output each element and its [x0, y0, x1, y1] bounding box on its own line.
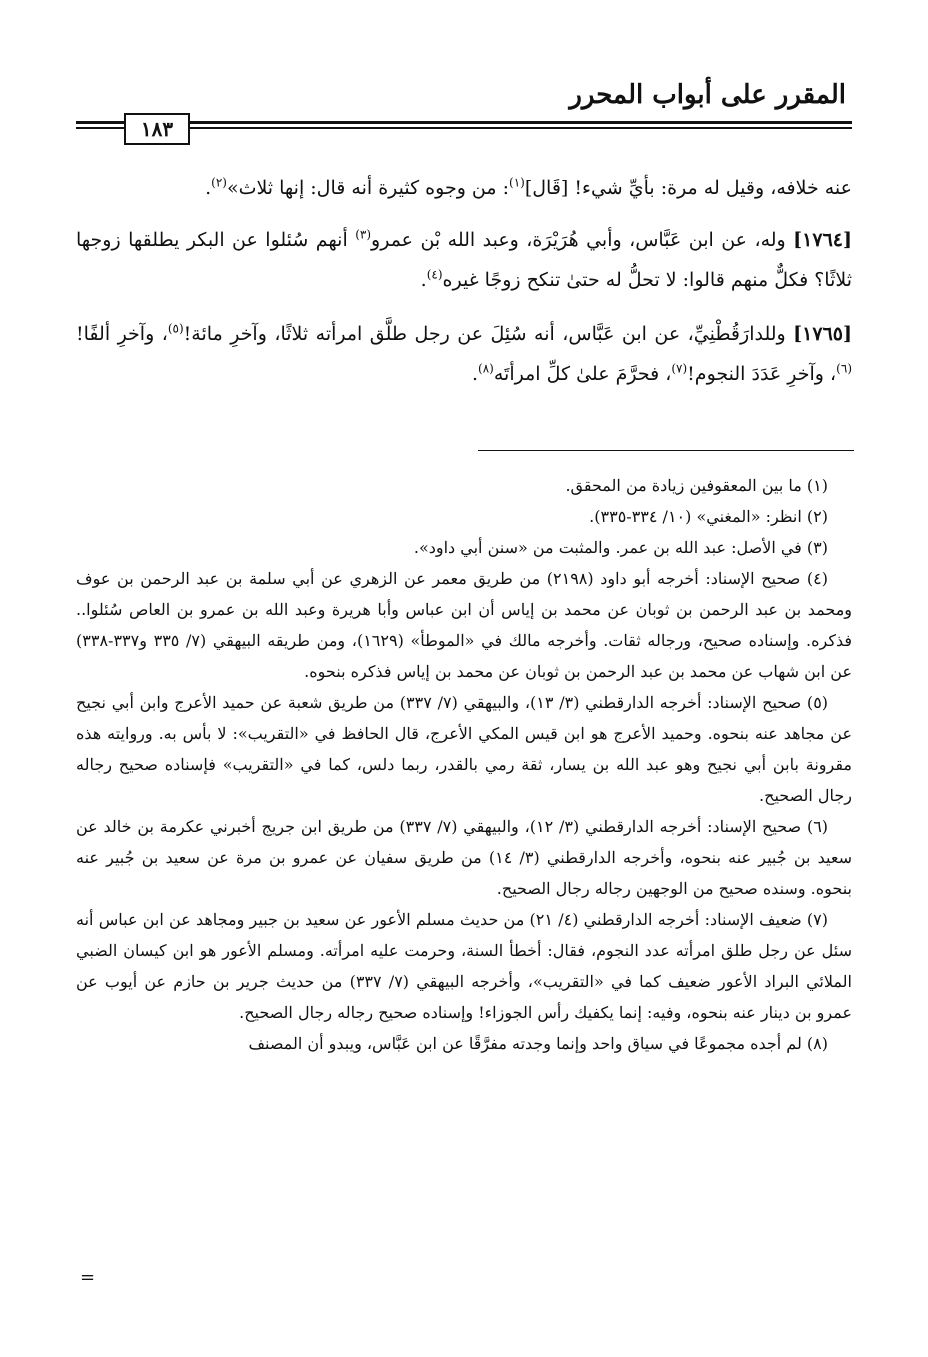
continuation-mark: = — [80, 1267, 96, 1288]
text: عنه خلافه، وقيل له مرة: بأيِّ شيء! [قَال] — [524, 177, 852, 199]
header-rule — [76, 121, 852, 124]
text: وله، عن ابن عَبَّاس، وأبي هُرَيْرَة، وعبد الله بْن عمرو — [371, 229, 794, 251]
footnote-2: (٢) انظر: «المغني» (١٠/ ٣٣٤-٣٣٥). — [589, 507, 828, 526]
paragraph-1764 — [76, 220, 852, 300]
footnote-6: (٦) صحيح الإسناد: أخرجه الدارقطني (٣/ ١٢)، والبيهقي (٧/ ٣٣٧) من طريق ابن جريج أخبرني عكرمة بن خالد عن سعيد بن جُبير عنه بنحوه، وأخرجه الدارقطني (٣/ ١٤) من طريق سفيان عن عمرو بن مرة عن سعيد بن جُبير عنه بنحوه. وسنده صحيح من الوجهين رجاله رجال الصحيح. — [76, 817, 852, 898]
hadith-number: [١٧٦٤] — [793, 229, 852, 251]
footnote-separator — [478, 450, 854, 451]
footnote-ref: (٧) — [671, 361, 688, 376]
hadith-number: [١٧٦٥] — [793, 323, 852, 345]
page-number: ١٨٣ — [124, 113, 190, 145]
text: ، وآخرِ عَدَدَ النجوم! — [687, 363, 837, 385]
paragraph-continuation — [76, 168, 852, 208]
text: ، فحرَّمَ علىٰ كلِّ امرأتَه — [493, 363, 672, 385]
text: ، وآخرِ ألفًا! — [76, 323, 168, 345]
header-rule-left — [76, 127, 124, 129]
text: . — [471, 363, 479, 385]
footnote-7: (٧) ضعيف الإسناد: أخرجه الدارقطني (٤/ ٢١) من حديث مسلم الأعور عن سعيد بن جبير ومجاهد عن ابن عباس أنه سئل عن رجل طلق امرأته عدد النجوم، فقال: أخطأ السنة، وحرمت عليه امرأته. ومسلم الأعور هو ابن كيسان الضبي الملائي البراد الأعور ضعيف كما في «التقريب»، وأخرجه البيهقي (٧/ ٣٣٧) من حديث جرير بن حازم عن أيوب عن عمرو بن دينار عنه بنحوه، وفيه: إنما يكفيك رأس الجوزاء! وإسناده صحيح رجاله رجال الصحيح. — [76, 910, 853, 1022]
footnote-ref: (٣) — [355, 227, 372, 242]
footnote-ref: (٨) — [478, 361, 494, 376]
footnote-ref: (٤) — [426, 267, 443, 282]
text: . — [420, 269, 427, 291]
footnote-5: (٥) صحيح الإسناد: أخرجه الدارقطني (٣/ ١٣)، والبيهقي (٧/ ٣٣٧) من طريق شعبة عن حميد الأعرج وابن أبي نجيح عن مجاهد عنه بنحوه. وحميد الأعرج هو ابن قيس المكي الأعرج، قال الحافظ في «التقريب»: لا بأس به. وروايته هذه مقرونة بابن أبي نجيح وهو عبد الله بن يسار، ثقة رمي بالقدر، ربما دلس، كما في «التقريب» فإسناده صحيح رجاله رجال الصحيح. — [76, 693, 852, 805]
footnote-ref: (٦) — [836, 361, 852, 376]
footnote-ref: (١) — [509, 175, 525, 190]
book-title: المقرر على أبواب المحرر — [569, 80, 846, 110]
footnote-ref: (٥) — [167, 321, 184, 336]
header-rule-right — [190, 127, 852, 129]
footnote-1: (١) ما بين المعقوفين زيادة من المحقق. — [565, 476, 828, 495]
footnote-8: (٨) لم أجده مجموعًا في سياق واحد وإنما وجدته مفرَّقًا عن ابن عَبَّاس، ويبدو أن المصنف — [248, 1034, 828, 1053]
footnote-4: (٤) صحيح الإسناد: أخرجه أبو داود (٢١٩٨) من طريق معمر عن الزهري عن أبي سلمة بن عبد الرحمن بن عوف ومحمد بن عبد الرحمن بن ثوبان عن محمد بن إياس أن ابن عباس وأبا هريرة وعبد الله بن عمرو بن العاص سُئلوا.. فذكره. وإسناده صحيح، ورجاله ثقات. وأخرجه مالك في «الموطأ» (١٦٢٩)، ومن طريقه البيهقي (٧/ ٣٣٥ و٣٣٧-٣٣٨) عن ابن شهاب عن محمد بن عبد الرحمن بن ثوبان عن محمد بن إياس فذكره بنحوه. — [76, 569, 853, 681]
footnote-ref: (٢) — [211, 175, 227, 190]
footnotes — [76, 470, 852, 1059]
text: . — [205, 177, 212, 199]
main-text — [76, 168, 852, 408]
footnote-3: (٣) في الأصل: عبد الله بن عمر. والمثبت من «سنن أبي داود». — [413, 538, 828, 557]
text: : من وجوه كثيرة أنه قال: إنها ثلاث» — [226, 177, 509, 199]
text: وللدارَقُطْنِيِّ، عن ابن عَبَّاس، أنه سُئِلَ عن رجل طلَّق امرأته ثلاثًا، وآخرِ مائة! — [183, 323, 794, 345]
paragraph-1765 — [76, 314, 852, 394]
text: أنهم سُئلوا عن البكر يطلقها زوجها ثلاثًا؟ فكلٌّ منهم قالوا: لا تحلُّ له حتىٰ تنكح زوجًا غيره — [76, 229, 852, 291]
